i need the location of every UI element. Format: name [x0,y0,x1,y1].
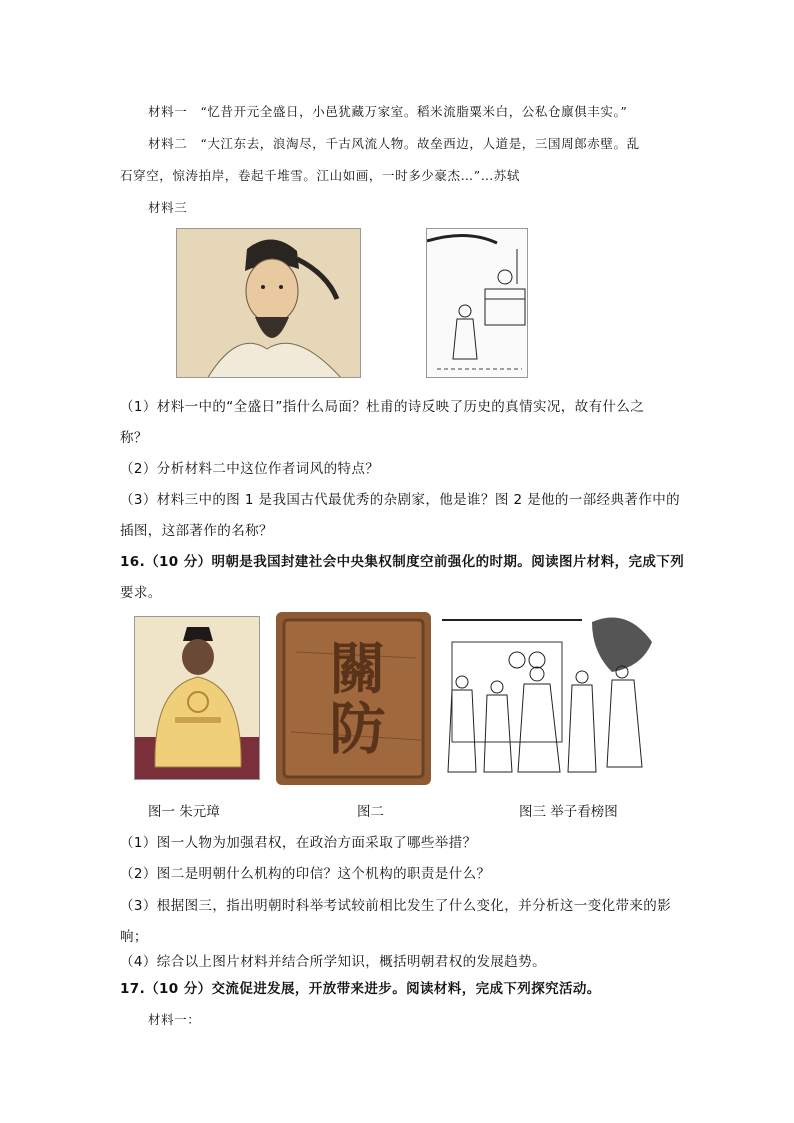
q16-sub3-line1: （3）根据图三，指出明朝时科举考试较前相比发生了什么变化，并分析这一变化带来的影 [120,898,672,914]
exam-results-illustration [442,612,654,782]
material-two-line1: 材料二 “大江东去，浪淘尽，千古风流人物。故垒西边，人道是，三国周郎赤壁。乱 [148,136,640,151]
caption-figure-3: 图三 举子看榜图 [519,804,618,820]
portrait-image-1 [176,228,361,378]
material-one: 材料一 “忆昔开元全盛日，小邑犹藏万家室。稻米流脂粟米白，公私仓廪俱丰实。” [148,104,628,119]
q17-intro-text: 17.（10 分）交流促进发展，开放带来进步。阅读材料，完成下列探究活动。 [120,981,601,997]
q16-intro-text: 16.（10 分）明朝是我国封建社会中央集权制度空前强化的时期。阅读图片材料，完成下列 [120,554,685,570]
caption-figure-2: 图二 [357,804,384,820]
imperial-seal-image [276,612,431,785]
q16-sub1: （1）图一人物为加强君权，在政治方面采取了哪些举措？ [120,835,477,851]
q16-intro-line2: 要求。 [120,585,162,601]
q15-sub3-line2: 插图，这部著作的名称？ [120,523,273,539]
material-three-label: 材料三 [148,200,188,215]
q16-sub4: （4）综合以上图片材料并结合所学知识，概括明朝君权的发展趋势。 [120,954,546,970]
q16-sub2: （2）图二是明朝什么机构的印信？这个机构的职责是什么？ [120,866,491,882]
q15-sub1-line1: （1）材料一中的“全盛日”指什么局面？杜甫的诗反映了历史的真情实况，故有什么之 [120,399,645,415]
illustration-image-2 [426,228,528,378]
q15-sub1-line2: 称？ [120,430,148,446]
seal-characters: 關防 [320,638,387,759]
material-two-line2: 石穿空，惊涛拍岸，卷起千堆雪。江山如画，一时多少豪杰…”…苏轼 [120,168,520,183]
q16-sub3-line2: 响； [120,929,148,945]
q16-intro-line1 [120,550,684,570]
q15-sub3-line1: （3）材料三中的图 1 是我国古代最优秀的杂剧家，他是谁？图 2 是他的一部经典著作中的 [120,492,681,508]
caption-figure-1: 图一 朱元璋 [148,804,220,820]
q17-intro-line [120,977,601,997]
q17-material-one-label: 材料一： [148,1012,201,1027]
zhu-yuanzhang-portrait [134,616,260,780]
q15-sub2: （2）分析材料二中这位作者词风的特点？ [120,461,380,477]
